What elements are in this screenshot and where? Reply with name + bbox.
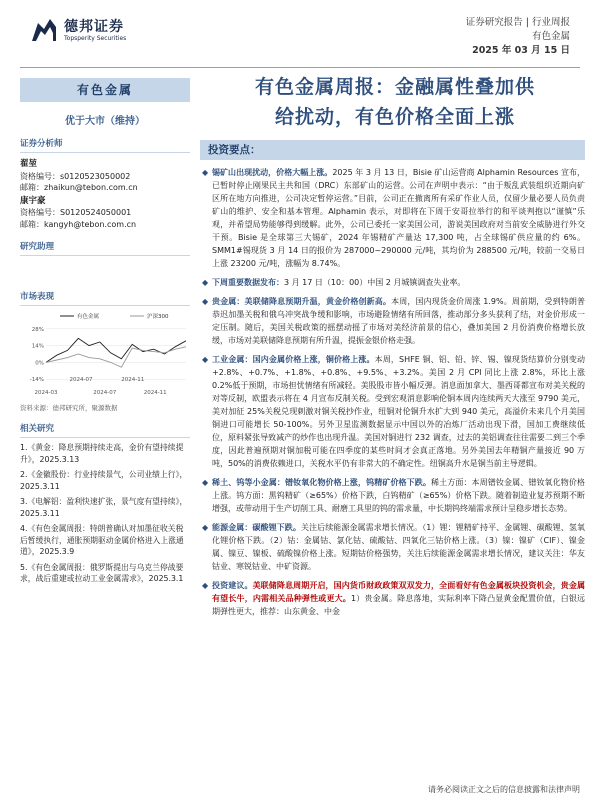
analyst-name: 康宇豪	[20, 195, 46, 206]
series-line	[46, 347, 186, 367]
brand-name-cn: 德邦证券	[64, 19, 124, 35]
series-line	[46, 338, 186, 362]
bullet-icon: ◆	[202, 523, 209, 532]
report-date: 2025 年 03 月 15 日	[472, 45, 570, 56]
related-item[interactable]: 4.《有色金属周报：特朗普确认对加墨征收关税后暂缓执行，通胀预期驱动金属价格进入上涨通道》，2025.3.9	[20, 524, 184, 556]
rating: 优于大市（维持）	[65, 116, 145, 127]
key-points-bar: 投资要点：	[200, 140, 585, 160]
title-line-2: 给扰动，有色价格全面上涨	[274, 106, 515, 128]
chart-source: 资料来源：德邦研究所，聚源数据	[20, 404, 118, 412]
y-tick-label: 14%	[31, 343, 44, 350]
paragraph-lead: 稀土、钨等小金属：镨钕氧化物价格上涨，钨精矿价格下跌。	[212, 478, 431, 487]
analyst-cert: 资格编号：s0120523050002	[20, 171, 131, 181]
analyst-email[interactable]: 邮箱：zhaikun@tebon.com.cn	[20, 183, 138, 192]
paragraph-text: 本周，SHFE 铜、铝、铅、锌、锡、镍现货结算价分别变动+2.8%、+0.7%、+1.8%、+0.8%、+9.5%、+3.2%。美国 2 月 CPI 同比上涨 2.8%，环比上涨 0.2%低于预期，市场担忧情绪有所减轻。美股股市皆小幅反弹。消息面加拿大、墨西哥都宣布对美关税的对等反制，欧盟表示将在 4 月宣布反制关税。受到宏观消息影响伦铜本周内连续两天大涨至 9790 美元，美对加征 25%关税兑现刺激对铜关税抄作业，纽铜对伦铜升水扩大到 940 美元，高溢价未来几个月美国铜进口可能增长 50-100%。另外卫星监测数据显示中国以外的冶炼厂活动出现下滑，国加工费继续低位，原料紧张导致减产的炒作也出现升温。美国对铜进行 232 调查，过去的美铝调查往往需要二到三个季度，因此普遍预期对铜加税可能在四季度的某些时间才会真正落地。另外美国去年精铜产量接近 90 万吨，50%的消费依赖进口，关税水平仍有非常大的不确定性。纽铜高升水是铜当前主导逻辑。	[212, 355, 585, 468]
bullet-icon: ◆	[202, 581, 209, 590]
related-item[interactable]: 1.《黄金：降息预期持续走高，金价有望持续提升》，2025.3.13	[20, 443, 184, 464]
related-list	[20, 442, 190, 585]
related-item[interactable]: 5.《有色金属周报：俄罗斯提出与乌克兰停战要求，战后重建或拉动工业金属需求》，2025.3.1	[20, 562, 184, 583]
bullet-icon: ◆	[202, 168, 209, 177]
paragraph	[200, 521, 585, 573]
left-column	[20, 78, 190, 589]
paragraph	[200, 166, 585, 270]
analyst-cert: 资格编号：S0120524050001	[20, 208, 132, 217]
y-tick-label: 28%	[31, 326, 44, 333]
bullet-icon: ◆	[202, 478, 209, 487]
paragraph-text: 本周，国内现货金价周涨 1.9%。周前期，受到特朗普恭迟加墨关税和俄乌冲突战争缓和影响，市场避险情绪有所回落，推动部分多头获利了结，对金价形成一定压制。随后，美国关税政策的摇摆动摇了市场对美经济前景的信心，叠加美国 2 月份消费价格增长放缓，市场对美联储降息预期有所升温，提振金银价格走强。	[212, 297, 585, 345]
paragraph	[200, 276, 585, 289]
x-tick-label: 2024-11	[143, 390, 167, 396]
bullet-icon: ◆	[202, 297, 209, 306]
header-divider	[20, 67, 580, 68]
paragraph-lead: 锡矿山出现扰动，价格大幅上涨。	[212, 168, 333, 177]
legend-label: 有色金属	[77, 314, 100, 320]
paragraph-text: 稀土方面：本周镨钕金属、镨钕氧化物价格上涨。钨方面：黑钨精矿（≥65%）价格下跌，白钨精矿（≥65%）价格下跌。随着制造业复苏预期不断增强，或带动用于生产切削工具、耐磨工具里的钨的需求量，中长期钨终端需求预计呈稳步增长态势。	[212, 478, 585, 513]
analyst-block	[20, 159, 190, 194]
analyst-email[interactable]: 邮箱：kangyh@tebon.com.cn	[20, 219, 137, 229]
paragraph-text: 关注后续能源金属需求增长情况。（1）锂：锂精矿持平、金属锂、碳酸锂、氢氧化锂价格下跌。（2）钴：金属钴、氯化钴、硫酸钴、四氧化三钴价格上涨。（3）镍：镍矿（CIF）、镍金属、镍豆、镍板、硫酸镍价格上涨。短期钴价格强势，关注后续能源金属需求增长情况，建议关注：华友钴业、寒锐钴业、中矿资源。	[212, 523, 585, 571]
report-title	[205, 72, 585, 132]
paragraph-lead: 下周重要数据发布：	[212, 278, 284, 287]
market-title: 市场表现	[20, 290, 190, 306]
paragraph-lead: 贵金属：美联储降息预期升温，黄金价格创新高。	[212, 297, 392, 306]
header-meta	[466, 16, 570, 58]
paragraph	[200, 476, 585, 515]
y-tick-label: 0%	[35, 360, 44, 367]
paragraph-text: 1）贵金属。降息落地，实际利率下降凸显黄金配置价值，白银远期弹性更大，推荐：山东黄金、中金	[212, 594, 586, 616]
header-sector: 有色金属	[531, 31, 570, 42]
footer-disclaimer[interactable]: 请务必阅读正文之后的信息披露和法律声明	[428, 785, 580, 794]
analyst-block	[20, 196, 190, 231]
paragraph-text: 2025 年 3 月 13 日，Bisie 矿山运营商 Alphamin Resources 宣布，已暂时停止刚果民主共和国（DRC）东部矿山的运营。公司在声明中表示：“由于叛乱武装组织近期向矿区所在地方向推进，公司决定暂停运营。”目前，公司正在撤离所有采矿作业人员，仅留少量必要人员负责矿山的维护、安全和基本管理。Alphamin 表示，对即将在下周于安哥拉举行的和平谈判抱以“谨慎”乐观，并希望局势能够得到缓解。此外，公司已委托一家美国公司，游说美国政府对当前安全威胁进行外交干预。Bisie 是全球第三大锡矿，2024 年锡精矿产量达 17,300 吨，占全球锡矿供应量的约 6%。SMM1#锡现货 3 月 14 日的报价为 287000~290000 元/吨，其均价为 288500 元/吨，较前一交易日上涨 23200 元/吨，涨幅为 8.74%。	[212, 168, 585, 268]
legend-label: 沪深300	[147, 314, 169, 320]
paragraph-lead: 能源金属：碳酸锂下跌。	[212, 523, 301, 532]
paragraph-text: 3 月 17 日（10：00）中国 2 月城镇调查失业率。	[284, 278, 466, 287]
paragraph	[200, 295, 585, 347]
related-item[interactable]: 2.《金徽股份：行业持续景气，公司业绩上行》，2025.3.11	[20, 470, 188, 491]
x-tick-label: 2024-11	[121, 377, 145, 383]
paragraph-lead-red: 美联储降息周期开启，国内货币财政政策双双发力，全面看好有色金属板块投资机会，贵金属有望长牛，内需相关品种弹性或更大。	[212, 581, 586, 603]
title-line-1: 有色金属周报：金融属性叠加供	[254, 76, 535, 98]
market-chart	[20, 310, 190, 400]
assistant-title: 研究助理	[20, 240, 190, 256]
paragraph-lead: 投资建议。	[212, 581, 253, 590]
paragraph	[200, 353, 585, 470]
related-item[interactable]: 3.《电解铝：盈利快速扩张，景气度有望持续》，2025.3.11	[20, 497, 188, 518]
paragraph	[200, 579, 585, 618]
paragraph-lead: 工业金属：国内金属价格上涨，铜价格上涨。	[212, 355, 375, 364]
analysts-title: 证券分析师	[20, 137, 190, 153]
bullet-icon: ◆	[202, 278, 209, 287]
sector-box: 有色金属	[20, 78, 190, 102]
x-tick-label: 2024-07	[93, 390, 117, 396]
report-type: 证券研究报告 | 行业周报	[465, 17, 570, 28]
tebon-logo-icon	[30, 15, 58, 43]
x-tick-label: 2024-07	[69, 377, 93, 383]
related-title: 相关研究	[20, 422, 190, 438]
market-chart-svg	[20, 310, 190, 400]
main-body	[200, 166, 585, 624]
analyst-name: 翟堃	[20, 159, 38, 169]
brand-name-en: Topsperity Securities	[64, 35, 127, 42]
bullet-icon: ◆	[202, 355, 209, 364]
x-tick-label: 2024-03	[34, 390, 58, 396]
y-tick-label: -14%	[29, 377, 44, 384]
